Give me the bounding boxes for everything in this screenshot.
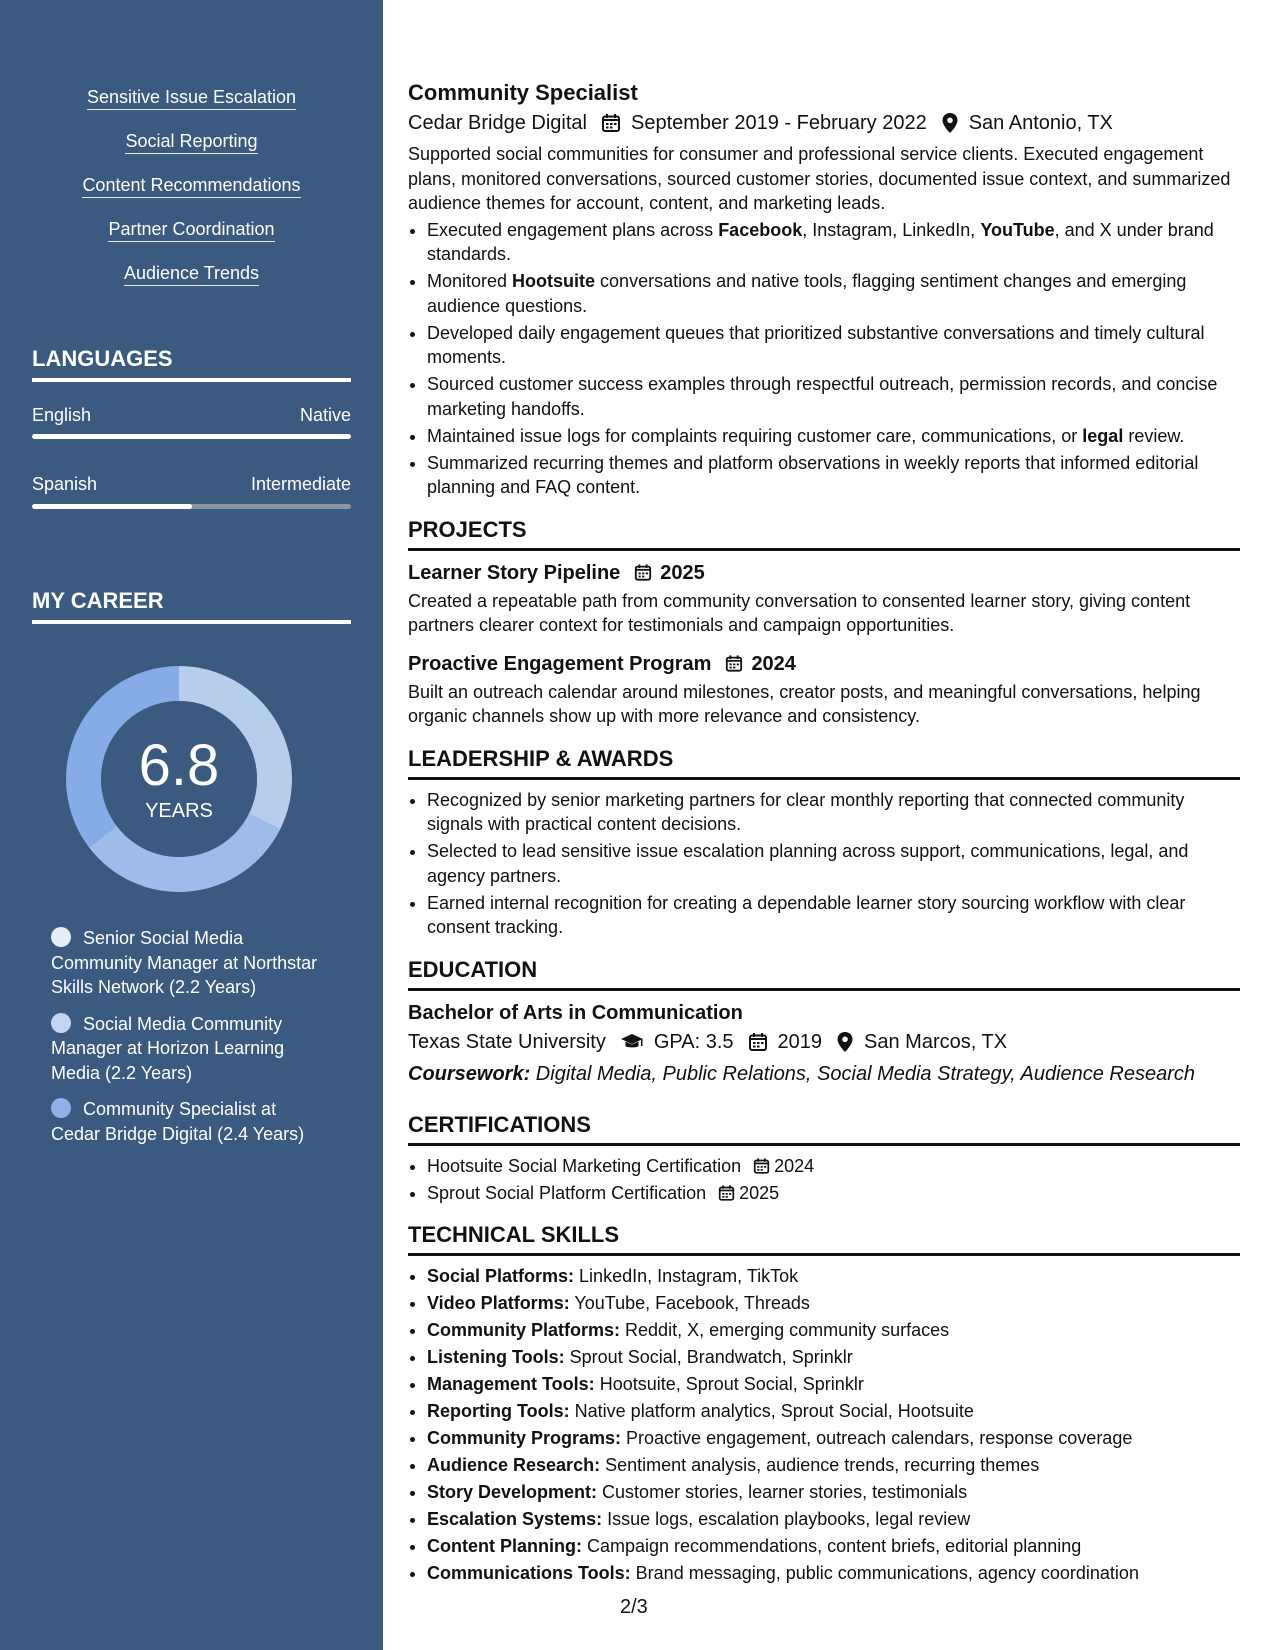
skill-item: • Reporting Tools: Native platform analytics, Sprout Social, Hootsuite	[427, 1399, 1240, 1424]
education-heading: EDUCATION	[408, 956, 1240, 991]
skill-item: • Communications Tools: Brand messaging, public communications, agency coordination	[427, 1561, 1240, 1586]
job-summary: Supported social communities for consumer and professional service clients. Executed engagement plans, monitored conversations, sourced customer stories, documented issue context, and summarized audience themes for account, content, and marketing leads.	[408, 144, 1231, 213]
language-proficiency-bar	[32, 504, 351, 509]
project-description: Built an outreach calendar around milestones, creator posts, and meaningful conversations, helping organic channels show up with more relevance and consistency.	[408, 681, 1201, 726]
sidebar	[0, 0, 383, 1650]
job-location: San Antonio, TX	[968, 112, 1113, 134]
education-degree: Bachelor of Arts in Communication	[408, 1001, 743, 1024]
career-total-years: 6.8	[138, 733, 220, 798]
career-dot-icon	[51, 1098, 71, 1118]
leadership-item: • Earned internal recognition for creating a dependable learner story sourcing workflow with clear consent tracking.	[427, 891, 1240, 940]
career-item	[51, 926, 321, 1000]
project-title-row	[408, 559, 1240, 587]
career-list	[51, 926, 321, 1158]
career-years-unit: YEARS	[145, 800, 213, 822]
career-item-text: Social Media Community Manager at Horizon Learning Media (2.2 Years)	[51, 1013, 285, 1083]
education-meta	[408, 1027, 1240, 1057]
language-name: English	[32, 405, 92, 425]
education-school: Texas State University	[408, 1030, 606, 1053]
project-description: Created a repeatable path from community conversation to consented learner story, giving content partners clearer context for testimonials and campaign opportunities.	[408, 590, 1191, 635]
language-row	[32, 473, 351, 495]
job-bullets	[408, 218, 1240, 500]
main-content	[408, 78, 1240, 1588]
certifications-list	[408, 1154, 1240, 1206]
education-gpa: GPA: 3.5	[653, 1030, 734, 1053]
education-year: 2019	[777, 1030, 823, 1053]
location-pin-icon	[941, 112, 959, 134]
projects-heading: PROJECTS	[408, 516, 1240, 551]
leadership-item: • Recognized by senior marketing partners for clear monthly reporting that connected community signals with practical content decisions.	[427, 788, 1240, 837]
career-dot-icon	[51, 1013, 71, 1033]
skill-item: • Escalation Systems: Issue logs, escalation playbooks, legal review	[427, 1507, 1240, 1532]
strength-link[interactable]: Content Recommendations	[82, 174, 300, 198]
strength-link[interactable]: Sensitive Issue Escalation	[87, 86, 296, 110]
project-year: 2024	[751, 652, 796, 675]
language-row	[32, 404, 351, 426]
career-donut-chart	[64, 664, 294, 894]
skill-item: • Audience Research: Sentiment analysis, audience trends, recurring themes	[427, 1453, 1240, 1478]
education-location: San Marcos, TX	[864, 1030, 1008, 1053]
job-company: Cedar Bridge Digital	[408, 112, 587, 134]
language-level: Intermediate	[250, 474, 351, 494]
skill-item: • Social Platforms: LinkedIn, Instagram, TikTok	[427, 1264, 1240, 1289]
skill-item: • Management Tools: Hootsuite, Sprout Social, Sprinklr	[427, 1372, 1240, 1397]
job-bullet: • Sourced customer success examples through respectful outreach, permission records, and concise marketing handoffs.	[427, 372, 1240, 421]
job-dates: September 2019 - February 2022	[630, 112, 927, 134]
skill-item: • Community Programs: Proactive engagement, outreach calendars, response coverage	[427, 1426, 1240, 1451]
language-proficiency-fill	[32, 504, 192, 509]
job-title: Community Specialist	[408, 80, 638, 105]
calendar-icon	[748, 1032, 768, 1052]
job-bullet: • Maintained issue logs for complaints requiring customer care, communications, or legal review.	[427, 424, 1240, 449]
leadership-item: • Selected to lead sensitive issue escalation planning across support, communications, legal, and agency partners.	[427, 839, 1240, 888]
project-year: 2025	[660, 561, 705, 584]
certifications-heading: CERTIFICATIONS	[408, 1111, 1240, 1146]
career-item	[51, 1097, 321, 1146]
page-number: 2/3	[620, 1596, 648, 1618]
project-title-row	[408, 650, 1240, 678]
career-item-text: Senior Social Media Community Manager at Northstar Skills Network (2.2 Years)	[51, 928, 318, 997]
strength-link[interactable]: Partner Coordination	[108, 218, 274, 242]
certification-item: • Hootsuite Social Marketing Certification 2024	[427, 1154, 1240, 1179]
skills-heading: TECHNICAL SKILLS	[408, 1221, 1240, 1256]
job-bullet: • Monitored Hootsuite conversations and native tools, flagging sentiment changes and emerging audience questions.	[427, 269, 1240, 318]
language-name: Spanish	[32, 474, 98, 494]
calendar-icon	[753, 1157, 770, 1175]
certification-item: • Sprout Social Platform Certification 2025	[427, 1181, 1240, 1206]
career-item-text: Community Specialist at Cedar Bridge Digital (2.4 Years)	[51, 1099, 305, 1144]
calendar-icon	[718, 1184, 735, 1202]
skill-item: • Community Platforms: Reddit, X, emerging community surfaces	[427, 1318, 1240, 1343]
job-bullet: • Developed daily engagement queues that prioritized substantive conversations and timely cultural moments.	[427, 321, 1240, 370]
skill-item: • Video Platforms: YouTube, Facebook, Threads	[427, 1291, 1240, 1316]
strengths-list	[0, 86, 383, 306]
strength-link[interactable]: Social Reporting	[125, 130, 257, 154]
language-level: Native	[299, 405, 351, 425]
project-title: Proactive Engagement Program	[408, 652, 712, 675]
career-item	[51, 1012, 321, 1086]
project-title: Learner Story Pipeline	[408, 561, 621, 584]
education-coursework: Coursework: Digital Media, Public Relations, Social Media Strategy, Audience Research	[408, 1062, 1196, 1085]
calendar-icon	[601, 113, 621, 133]
calendar-icon	[634, 563, 652, 582]
skill-item: • Story Development: Customer stories, learner stories, testimonials	[427, 1480, 1240, 1505]
career-heading: MY CAREER	[32, 588, 351, 624]
career-dot-icon	[51, 927, 71, 947]
leadership-heading: LEADERSHIP & AWARDS	[408, 745, 1240, 780]
leadership-list	[408, 788, 1240, 940]
strength-link[interactable]: Audience Trends	[124, 262, 259, 286]
calendar-icon	[725, 654, 743, 673]
language-proficiency-bar	[32, 434, 351, 439]
language-proficiency-fill	[32, 434, 351, 439]
skills-list	[408, 1264, 1240, 1586]
job-bullet: • Executed engagement plans across Facebook, Instagram, LinkedIn, YouTube, and X under brand standards.	[427, 218, 1240, 267]
job-meta	[408, 108, 1240, 138]
location-pin-icon	[836, 1031, 854, 1053]
job-bullet: • Summarized recurring themes and platform observations in weekly reports that informed editorial planning and FAQ content.	[427, 451, 1240, 500]
graduation-cap-icon	[620, 1033, 644, 1051]
languages-heading: LANGUAGES	[32, 346, 351, 382]
skill-item: • Listening Tools: Sprout Social, Brandwatch, Sprinklr	[427, 1345, 1240, 1370]
skill-item: • Content Planning: Campaign recommendations, content briefs, editorial planning	[427, 1534, 1240, 1559]
